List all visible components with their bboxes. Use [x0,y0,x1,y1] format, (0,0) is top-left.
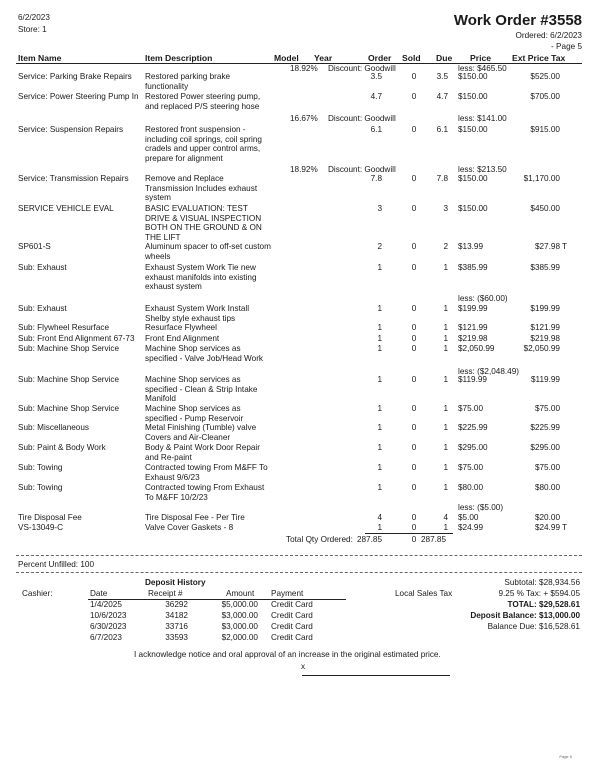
item-description: Contracted towing From Exhaust To M&FF 10/2/23 [145,483,265,502]
item-name: Sub: Towing [18,483,63,492]
item-ext-price: $199.99 [530,304,560,313]
item-order-qty: 1 [377,263,382,272]
item-description: Tire Disposal Fee - Per Tire [145,513,245,522]
total-qty-sold: 0 [411,535,417,544]
item-price: $150.00 [458,174,488,183]
item-ext-price: $27.98 [534,242,560,251]
item-sold-qty: 0 [411,523,417,532]
item-due-qty: 1 [443,323,448,332]
item-ext-price: $121.99 [530,323,560,332]
deposit-amount: $5,000.00 [221,600,258,609]
item-sold-qty: 0 [411,72,417,81]
item-order-qty: 1 [377,323,382,332]
item-sold-qty: 0 [411,404,417,413]
item-ext-price: $915.00 [530,125,560,134]
item-name: Sub: Exhaust [18,304,67,313]
item-ext-price: $1,170.00 [523,174,560,183]
deposit-col-date: Date [90,589,108,598]
signature-line [302,675,450,676]
col-year: Year [314,53,333,63]
item-sold-qty: 0 [411,423,417,432]
item-description: Aluminum spacer to off-set custom wheels [145,242,271,261]
item-description: Exhaust System Work Tie new exhaust manifolds into existing exhaust system [145,263,257,292]
discount-less: less: $465.50 [458,64,507,73]
item-due-qty: 1 [443,423,448,432]
item-description: Restored parking brake functionality [145,72,231,91]
balance-due: Balance Due: $16,528.61 [487,622,580,631]
item-due-qty: 6.1 [436,125,448,134]
item-ext-price: $385.99 [530,263,560,272]
item-price: $150.00 [458,125,488,134]
item-ext-price: $450.00 [530,204,560,213]
deposit-payment: Credit Card [271,622,313,631]
item-sold-qty: 0 [411,92,417,101]
item-ext-price: $295.00 [530,443,560,452]
item-name: Sub: Towing [18,463,63,472]
item-sold-qty: 0 [411,463,417,472]
item-price: $75.00 [458,404,484,413]
item-due-qty: 1 [443,523,448,532]
item-order-qty: 1 [377,304,382,313]
item-price: $150.00 [458,204,488,213]
item-ext-price: $119.99 [531,375,560,384]
item-due-qty: 7.8 [436,174,448,183]
section-divider [16,572,582,573]
discount-label: Discount: Goodwill [328,165,396,174]
subtotal: Subtotal: $28,934.56 [504,578,580,587]
local-sales-tax-label: Local Sales Tax [395,589,453,598]
item-description: Resurface Flywheel [145,323,217,332]
col-item-description: Item Description [145,53,213,63]
item-sold-qty: 0 [411,125,417,134]
print-date: 6/2/2023 [18,13,50,22]
item-name: Service: Suspension Repairs [18,125,124,134]
discount-pct: 18.92% [290,64,318,73]
item-order-qty: 4 [377,513,382,522]
item-sold-qty: 0 [411,242,417,251]
item-description: BASIC EVALUATION: TEST DRIVE & VISUAL INSPECTION BOTH ON THE GROUND & ON THE LIFT [145,204,262,242]
less-line: less: ($60.00) [458,294,508,303]
item-ext-price: $705.00 [530,92,560,101]
footer-mark: Page 5 [559,754,572,759]
page-indicator: - Page 5 [551,42,582,51]
item-name: SERVICE VEHICLE EVAL [18,204,114,213]
item-order-qty: 1 [377,463,382,472]
item-due-qty: 3.5 [436,72,448,81]
deposit-history-title: Deposit History [145,578,206,587]
discount-less: less: $141.00 [458,114,507,123]
item-tax-flag: T [562,242,568,251]
deposit-date: 6/7/2023 [90,633,122,642]
item-description: Machine Shop services as specified - Clean & Strip Intake Manifold [145,375,258,404]
item-ext-price: $24.99 [534,523,560,532]
item-due-qty: 1 [443,334,448,343]
less-line: less: ($5.00) [458,503,504,512]
item-order-qty: 2 [377,242,382,251]
deposit-payment: Credit Card [271,600,313,609]
deposit-balance: Deposit Balance: $13,000.00 [470,611,580,620]
item-description: Restored Power steering pump, and replaced P/S steering hose [145,92,261,111]
item-due-qty: 1 [443,344,448,353]
item-order-qty: 1 [377,483,382,492]
cashier-label: Cashier: [22,589,53,598]
item-price: $119.99 [458,375,487,384]
item-due-qty: 1 [443,483,448,492]
item-sold-qty: 0 [411,263,417,272]
item-price: $150.00 [458,92,488,101]
item-due-qty: 4.7 [436,92,448,101]
section-divider [16,555,582,556]
deposit-date: 1/4/2025 [90,600,122,609]
item-sold-qty: 0 [411,204,417,213]
item-order-qty: 6.1 [370,125,382,134]
item-order-qty: 3.5 [370,72,382,81]
percent-unfilled: Percent Unfilled: 100 [18,560,95,569]
item-ext-price: $20.00 [534,513,560,522]
deposit-col-amount: Amount [226,589,255,598]
item-price: $121.99 [458,323,488,332]
item-order-qty: 1 [377,344,382,353]
item-name: Sub: Machine Shop Service [18,404,120,413]
deposit-receipt: 34182 [165,611,188,620]
item-price: $5.00 [458,513,479,522]
deposit-amount: $2,000.00 [221,633,258,642]
item-sold-qty: 0 [411,174,417,183]
deposit-amount: $3,000.00 [221,611,258,620]
item-price: $199.99 [458,304,488,313]
item-due-qty: 2 [443,242,448,251]
item-description: Valve Cover Gaskets - 8 [145,523,234,532]
item-price: $295.00 [458,443,488,452]
col-order: Order [368,53,392,63]
item-sold-qty: 0 [411,323,417,332]
item-description: Remove and Replace Transmission Includes exhaust system [145,174,258,203]
discount-label: Discount: Goodwill [328,114,396,123]
item-price: $2,050.99 [458,344,495,353]
deposit-receipt: 36292 [165,600,188,609]
col-ext-price-tax: Ext Price Tax [512,53,566,63]
item-due-qty: 1 [443,404,448,413]
total-qty-label: Total Qty Ordered: [286,535,353,544]
item-description: Front End Alignment [145,334,220,343]
item-description: Metal Finishing (Tumble) valve Covers and Air-Cleaner [145,423,257,442]
item-name: Service: Parking Brake Repairs [18,72,132,81]
item-name: Sub: Front End Alignment 67-73 [18,334,135,343]
deposit-receipt: 33716 [165,622,188,631]
item-name: Sub: Machine Shop Service [18,375,120,384]
item-name: Sub: Machine Shop Service [18,344,120,353]
item-order-qty: 1 [377,523,382,532]
deposit-receipt: 33593 [165,633,188,642]
deposit-payment: Credit Card [271,633,313,642]
item-ext-price: $225.99 [530,423,560,432]
discount-label: Discount: Goodwill [328,64,396,73]
item-price: $24.99 [458,523,484,532]
item-sold-qty: 0 [411,513,417,522]
item-price: $80.00 [458,483,484,492]
item-sold-qty: 0 [411,304,417,313]
item-price: $219.98 [458,334,488,343]
item-name: Sub: Exhaust [18,263,67,272]
item-price: $225.99 [458,423,488,432]
discount-pct: 16.67% [290,114,318,123]
item-due-qty: 1 [443,443,448,452]
item-sold-qty: 0 [411,483,417,492]
item-ext-price: $75.00 [534,463,560,472]
store-label: Store: 1 [18,25,47,34]
item-order-qty: 7.8 [370,174,382,183]
col-model: Model [274,53,299,63]
item-order-qty: 1 [377,375,382,384]
discount-less: less: $213.50 [458,165,507,174]
item-name: Service: Power Steering Pump In [18,92,139,101]
item-order-qty: 4.7 [370,92,382,101]
col-item-name: Item Name [18,53,62,63]
tax-amount: 9.25 % Tax: + $594.05 [498,589,580,598]
item-price: $13.99 [458,242,484,251]
item-price: $385.99 [458,263,488,272]
deposit-amount: $3,000.00 [221,622,258,631]
deposit-col-receipt: Receipt # [148,589,183,598]
item-description: Exhaust System Work Install Shelby style exhaust tips [145,304,250,323]
item-order-qty: 1 [377,404,382,413]
item-ext-price: $80.00 [534,483,560,492]
item-due-qty: 4 [443,513,448,522]
less-line: less: ($2,048.49) [458,367,519,376]
item-description: Body & Paint Work Door Repair and Re-paint [145,443,260,462]
item-due-qty: 1 [443,463,448,472]
item-description: Machine Shop services as specified - Pump Reservoir [145,404,244,423]
item-due-qty: 1 [443,375,448,384]
item-tax-flag: T [562,523,568,532]
item-order-qty: 1 [377,423,382,432]
ordered-date: Ordered: 6/2/2023 [515,31,582,40]
item-sold-qty: 0 [411,443,417,452]
col-due: Due [436,53,453,63]
total: TOTAL: $29,528.61 [507,600,580,609]
item-ext-price: $2,050.99 [523,344,560,353]
item-order-qty: 1 [377,334,382,343]
item-order-qty: 3 [377,204,382,213]
deposit-payment: Credit Card [271,611,313,620]
item-name: Service: Transmission Repairs [18,174,129,183]
item-name: Tire Disposal Fee [18,513,82,522]
item-ext-price: $219.98 [530,334,560,343]
item-due-qty: 3 [443,204,448,213]
deposit-col-payment: Payment [271,589,304,598]
item-sold-qty: 0 [411,375,417,384]
item-due-qty: 1 [443,304,448,313]
item-name: Sub: Flywheel Resurface [18,323,110,332]
item-name: Sub: Paint & Body Work [18,443,106,452]
item-price: $150.00 [458,72,488,81]
item-description: Machine Shop services as specified - Valve Job/Head Work [145,344,264,363]
item-ext-price: $75.00 [534,404,560,413]
discount-pct: 18.92% [290,165,318,174]
col-sold: Sold [402,53,421,63]
item-name: SP601-S [18,242,51,251]
item-sold-qty: 0 [411,334,417,343]
item-name: VS-13049-C [18,523,64,532]
work-order-title: Work Order #3558 [453,12,582,29]
item-name: Sub: Miscellaneous [18,423,89,432]
item-due-qty: 1 [443,263,448,272]
total-rule [365,533,453,534]
deposit-date: 10/6/2023 [90,611,127,620]
item-price: $75.00 [458,463,484,472]
signature-mark: x [301,662,306,671]
item-order-qty: 1 [377,443,382,452]
item-description: Contracted towing From M&FF To Exhaust 9/6/23 [145,463,268,482]
deposit-date: 6/30/2023 [90,622,127,631]
total-qty-due: 287.85 [421,535,447,544]
acknowledgement-text: I acknowledge notice and oral approval of an increase in the original estimated price. [134,650,441,659]
item-ext-price: $525.00 [530,72,560,81]
item-description: Restored front suspension - including coil springs, coil spring cradels and upper control arms, prepare for alignment [145,125,262,163]
col-price: Price [470,53,492,63]
item-sold-qty: 0 [411,344,417,353]
total-qty-order: 287.85 [356,535,382,544]
